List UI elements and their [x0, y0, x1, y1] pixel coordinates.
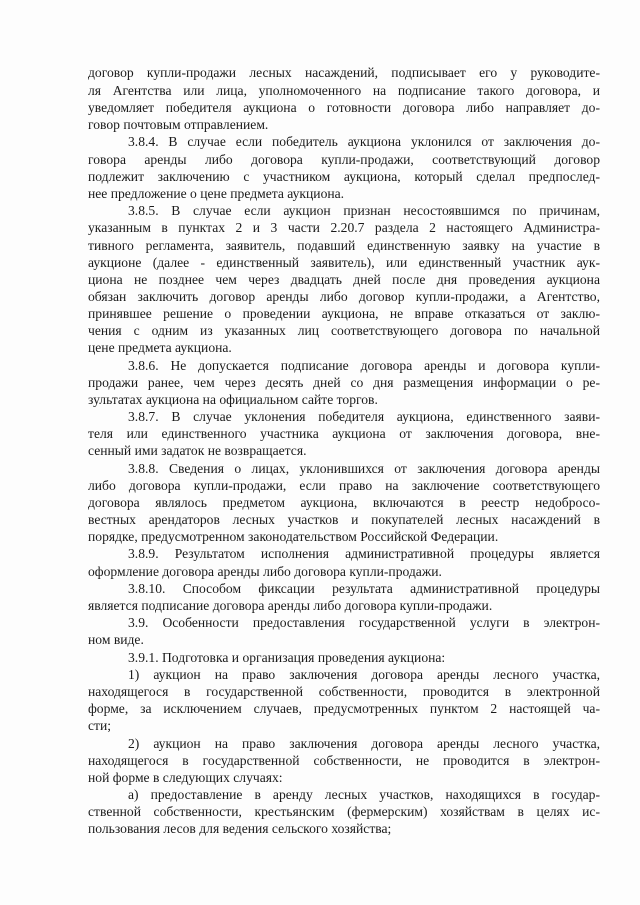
text-line: находящегося в государственной собственности, не проводится в электрон-: [88, 753, 600, 768]
text-line: договора являлось предметом аукциона, включаются в реестр недобросо-: [88, 495, 600, 510]
text-line: 3.8.8. Сведения о лицах, уклонившихся от заключения договора аренды: [128, 461, 600, 476]
text-line: ственной собственности, крестьянским (фермерским) хозяйствам в целях ис-: [88, 804, 600, 819]
text-line: 2) аукцион на право заключения договора аренды лесного участка,: [128, 736, 600, 751]
text-line: обязан заключить договор аренды либо договор купли-продажи, а Агентство,: [88, 289, 600, 304]
text-line: 1) аукцион на право заключения договора аренды лесного участка,: [128, 667, 600, 682]
text-line: уведомляет победителя аукциона о готовности договора либо направляет до-: [88, 100, 600, 115]
text-line: 3.8.4. В случае если победитель аукциона уклонился от заключения до-: [128, 134, 600, 149]
text-line: подлежит заключению с участником аукциона, который сделал предпослед-: [88, 169, 600, 184]
text-line: либо договора купли-продажи, если право на заключение соответствующего: [88, 478, 600, 493]
text-line: договор купли-продажи лесных насаждений, подписывает его у руководите-: [88, 65, 600, 80]
text-line: пользования лесов для ведения сельского хозяйства;: [88, 821, 392, 836]
text-line: ной форме в следующих случаях:: [88, 770, 283, 785]
text-line: сти;: [88, 718, 112, 733]
text-line: продажи ранее, чем через десять дней со дня размещения информации о ре-: [88, 375, 600, 390]
text-line: аукционе (далее - единственный заявитель), или единственный участник аук-: [88, 255, 600, 270]
text-line: сенный ими задаток не возвращается.: [88, 443, 307, 458]
text-line: оформление договора аренды либо договора купли-продажи.: [88, 564, 442, 579]
text-line: 3.8.5. В случае если аукцион признан несостоявшимся по причинам,: [128, 203, 600, 218]
text-line: 3.8.6. Не допускается подписание договора аренды и договора купли-: [128, 358, 600, 373]
text-line: форме, за исключением случаев, предусмотренных пунктом 2 настоящей ча-: [88, 701, 600, 716]
text-line: ном виде.: [88, 632, 144, 647]
text-line: является подписание договора аренды либо договора купли-продажи.: [88, 598, 493, 613]
text-line: 3.9.1. Подготовка и организация проведения аукциона:: [128, 650, 446, 665]
text-line: порядке, предусмотренном законодательством Российской Федерации.: [88, 529, 499, 544]
text-line: 3.8.7. В случае уклонения победителя аукциона, единственного заяви-: [128, 409, 600, 424]
text-line: 3.8.9. Результатом исполнения административной процедуры является: [128, 546, 600, 561]
text-line: говора аренды либо договора купли-продажи, соответствующий договор: [88, 152, 600, 167]
text-line: тивного регламента, заявитель, подавший единственную заявку на участие в: [88, 238, 600, 253]
text-line: цене предмета аукциона.: [88, 340, 232, 355]
text-line: зультатах аукциона на официальном сайте торгов.: [88, 392, 378, 407]
text-line: циона не позднее чем через двадцать дней после дня проведения аукциона: [88, 272, 600, 287]
text-line: нее предложение о цене предмета аукциона.: [88, 186, 345, 201]
text-line: а) предоставление в аренду лесных участков, находящихся в государ-: [128, 787, 600, 802]
text-line: чения с одним из указанных лиц соответствующего договора по начальной: [88, 323, 600, 338]
text-line: 3.9. Особенности предоставления государственной услуги в электрон-: [128, 615, 600, 630]
text-line: вестных арендаторов лесных участков и покупателей лесных насаждений в: [88, 512, 600, 527]
text-line: принявшее решение о проведении аукциона, не вправе отказаться от заклю-: [88, 306, 600, 321]
text-line: 3.8.10. Способом фиксации результата административной процедуры: [128, 581, 600, 596]
text-line: указанным в пунктах 2 и 3 части 2.20.7 раздела 2 настоящего Администра-: [88, 220, 600, 235]
text-line: говор почтовым отправлением.: [88, 117, 269, 132]
text-line: ля Агентства или лица, уполномоченного на подписание такого договора, и: [88, 83, 600, 98]
text-line: теля или единственного участника аукциона от заключения договора, вне-: [88, 426, 600, 441]
text-line: находящегося в государственной собственности, проводится в электронной: [88, 684, 600, 699]
